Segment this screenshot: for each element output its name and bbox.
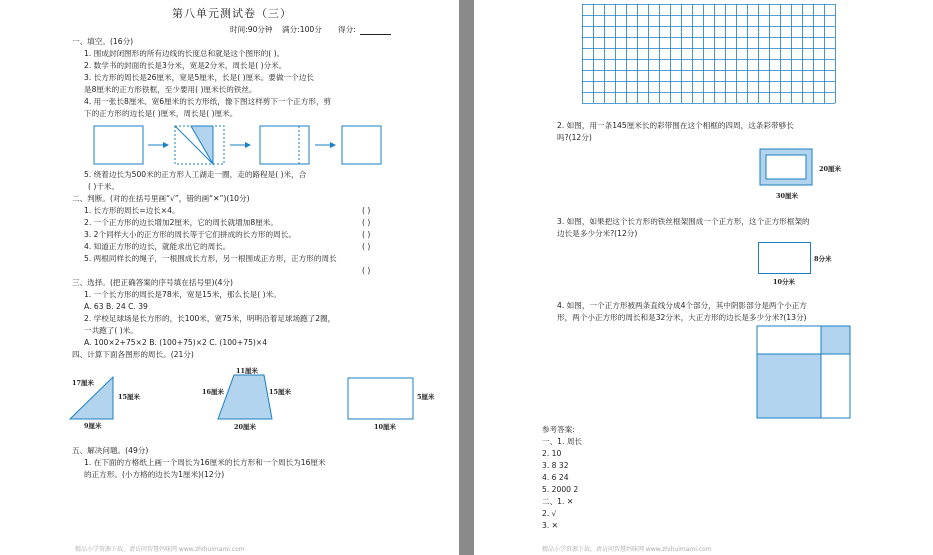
exam-title: 第八单元测试卷（三）: [172, 7, 292, 20]
wire-width: 10分米: [773, 278, 796, 286]
q2-line: 2. 如图，用一条145厘米长的彩带围在这个相框的四周，这条彩带够长: [557, 121, 794, 130]
s1-line: 下的正方形的边长是( )厘米，周长是( )厘米。: [84, 109, 238, 118]
answer-paren[interactable]: ( ): [362, 266, 371, 275]
judge-item: 2. 一个正方形的边长增加2厘米，它的周长就增加8厘米。: [84, 218, 278, 227]
s1-line: 5. 绕着边长为500米的正方形人工湖走一圈，走的路程是( )米，合: [84, 170, 307, 179]
result-square: [342, 126, 381, 164]
s3-options: A. 100×2+75×2 B. (100+75)×2 C. (100+75)×4: [84, 338, 268, 347]
answer-line: 4. 6 24: [542, 473, 569, 482]
answer-line: 2. √: [542, 509, 557, 518]
rect-height: 5厘米: [417, 393, 435, 401]
section4-heading: 四、计算下面各图形的周长。(21分): [72, 350, 194, 359]
time-info: 时间:90分钟: [230, 25, 273, 34]
cut-paper: [260, 126, 309, 164]
answer-line: 二、1. ✕: [542, 497, 574, 506]
full-score-info: 满分:100分: [282, 25, 322, 34]
answers-heading: 参考答案:: [542, 425, 575, 434]
s3-line: 一共跑了( )米。: [84, 326, 138, 335]
wire-height: 8分米: [814, 255, 832, 263]
trapezoid-top: 11厘米: [236, 367, 259, 375]
q4-line: 形，两个小正方形的周长和是32分米，大正方形的边长是多少分米?(13分): [557, 313, 807, 322]
frame-height: 20厘米: [819, 165, 842, 173]
q3-line: 3. 如图，如果把这个长方形的铁丝框架围成一个正方形，这个正方形框架的: [557, 217, 810, 226]
s3-line: 1. 一个长方形的周长是78米，宽是15米，那么长是( )米。: [84, 290, 281, 299]
answer-paren[interactable]: ( ): [362, 230, 371, 239]
judge-item: 5. 两根同样长的绳子，一根围成长方形，另一根围成正方形，正方形的周长: [84, 254, 337, 263]
s3-line: 2. 学校足球场是长方形的，长100米，宽75米，明明沿着足球场跑了2圈，: [84, 314, 336, 323]
photo-frame: [760, 149, 820, 189]
q2-line: 吗?(12分): [557, 133, 592, 142]
answer-line: 3. ✕: [542, 521, 559, 530]
answer-line: 5. 2000 2: [542, 485, 579, 494]
triangle-side-a: 17厘米: [72, 379, 95, 387]
judge-item: 3. 2个同样大小的正方形的周长等于它们拼成的长方形的周长。: [84, 230, 296, 239]
s1-line: ( )千米。: [88, 182, 120, 191]
frame-inner: [766, 155, 806, 179]
rectangle-paper: [94, 126, 143, 164]
triangle-side-b: 15厘米: [118, 393, 141, 401]
section2-heading: 二、判断。(对的在括号里画“√”，错的画“✕”)(10分): [72, 194, 250, 203]
s1-line: 2. 数学书的封面的长是3分米，宽是2分米，周长是( )分米。: [84, 61, 287, 70]
divided-square: [757, 326, 857, 421]
right-page: [474, 0, 933, 555]
s5-line: 1. 在下面的方格纸上画一个周长为16厘米的长方形和一个周长为16厘米: [84, 458, 326, 467]
section5-heading: 五、解决问题。(49分): [72, 446, 149, 455]
shaded-large-square: [757, 354, 821, 418]
section1-heading: 一、填空。(16分): [72, 37, 134, 46]
left-page: [0, 0, 459, 555]
answer-paren[interactable]: ( ): [362, 206, 371, 215]
shaded-small-square: [821, 326, 850, 354]
square-grid: [582, 4, 835, 101]
score-blank[interactable]: [360, 34, 391, 35]
answer-line: 一、1. 周长: [542, 437, 583, 446]
judge-item: 4. 知道正方形的边长，就能求出它的周长。: [84, 242, 231, 251]
rectangle-shape: [348, 378, 413, 419]
s1-line: 3. 长方形的周长是26厘米，宽是5厘米，长是( )厘米。要做一个边长: [84, 73, 314, 82]
trapezoid-shape: [218, 375, 272, 419]
section3-heading: 三、选择。(把正确答案的序号填在括号里)(4分): [72, 278, 233, 287]
trapezoid-right: 15厘米: [269, 388, 292, 396]
triangle-side-c: 9厘米: [84, 422, 102, 430]
q4-line: 4. 如图，一个正方形被两条直线分成4个部分，其中阴影部分是两个小正方: [557, 301, 807, 310]
watermark: 精品小学资源下载，请访问智慧妈咪网 www.zhihuimami.com: [75, 546, 245, 553]
answer-paren[interactable]: ( ): [362, 218, 371, 227]
trapezoid-left: 16厘米: [202, 388, 225, 396]
trapezoid-bottom: 20厘米: [234, 423, 257, 431]
answer-paren[interactable]: ( ): [362, 242, 371, 251]
s1-line: 1. 围成封闭图形的所有边线的长度总和就是这个图形的( )。: [84, 49, 285, 58]
wire-rectangle: [758, 242, 811, 274]
answer-line: 3. 8 32: [542, 461, 569, 470]
s3-options: A. 63 B. 24 C. 39: [84, 302, 148, 311]
answer-line: 2. 10: [542, 449, 562, 458]
s1-line: 4. 用一张长8厘米、宽6厘米的长方形纸，像下图这样剪下一个正方形，剪: [84, 97, 332, 106]
judge-item: 1. 长方形的周长=边长×4。: [84, 206, 180, 215]
frame-width: 30厘米: [776, 192, 799, 200]
watermark: 精品小学资源下载，请访问智慧妈咪网 www.zhihuimami.com: [542, 546, 712, 553]
score-label: 得分:: [338, 25, 356, 34]
q3-line: 边长是多少分米?(12分): [557, 229, 638, 238]
rect-width: 10厘米: [374, 423, 397, 431]
s5-line: 的正方形。(小方格的边长为1厘米)(12分): [84, 470, 225, 479]
s1-line: 是8厘米的正方形铁框，至少要用( )厘米长的铁丝。: [84, 85, 257, 94]
